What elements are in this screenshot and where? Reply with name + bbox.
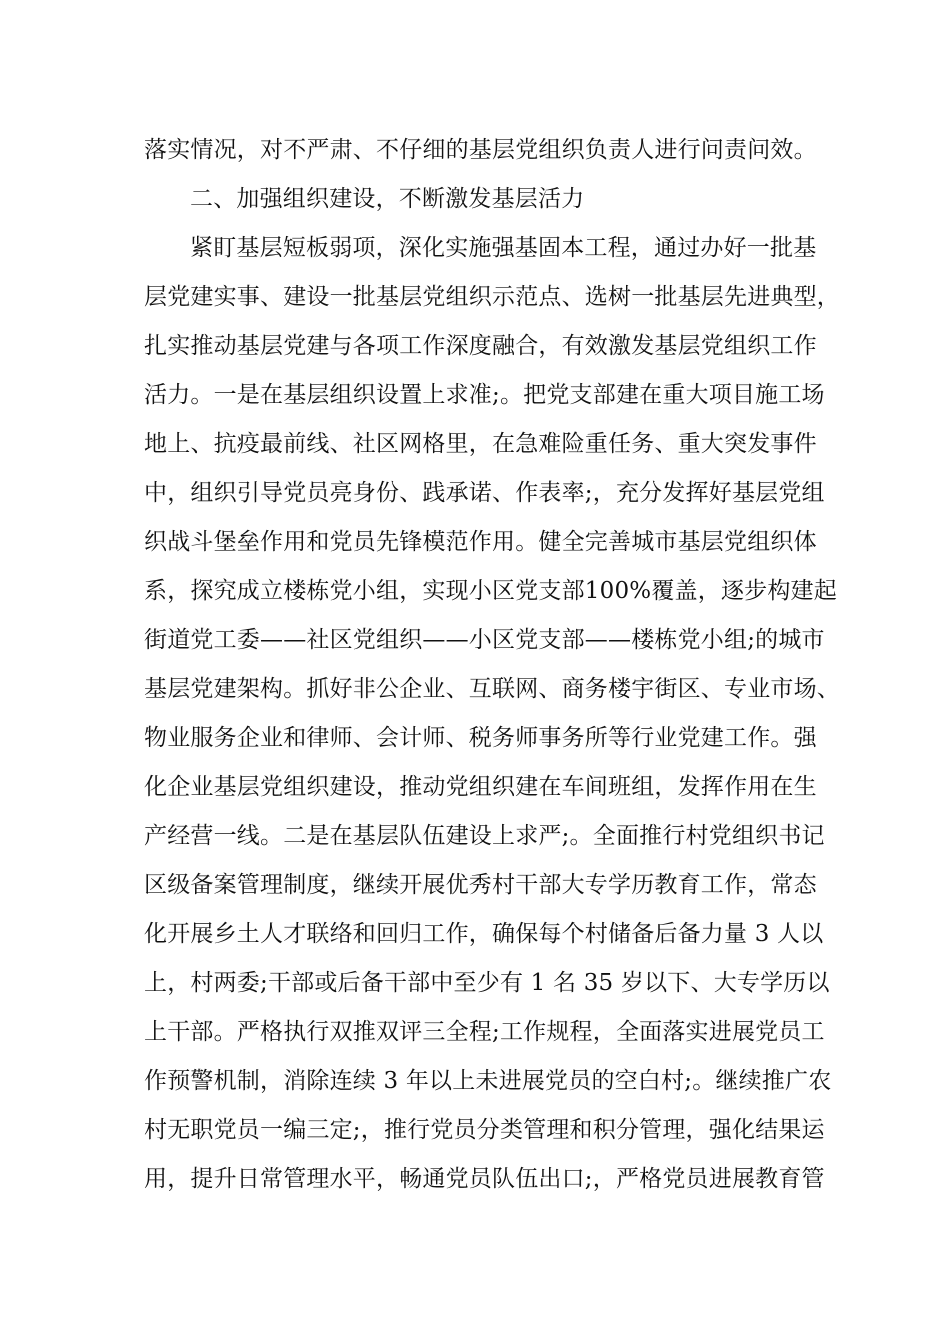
text-line: 扎实推动基层党建与各项工作深度融合，有效激发基层党组织工作 — [144, 333, 817, 359]
text-line: 上，村两委;干部或后备干部中至少有 1 名 35 岁以下、大专学历以 — [144, 970, 830, 996]
text-line: 中，组织引导党员亮身份、践承诺、作表率;，充分发挥好基层党组 — [144, 480, 825, 506]
text-line: 活力。一是在基层组织设置上求准;。把党支部建在重大项目施工场 — [144, 382, 825, 408]
text-line: 上干部。严格执行双推双评三全程;工作规程，全面落实进展党员工 — [144, 1019, 825, 1045]
text-line: 紧盯基层短板弱项，深化实施强基固本工程，通过办好一批基 — [190, 235, 817, 261]
section-heading: 二、加强组织建设，不断激发基层活力 — [190, 186, 585, 212]
text-line: 区级备案管理制度，继续开展优秀村干部大专学历教育工作，常态 — [144, 872, 817, 898]
text-line: 落实情况，对不严肃、不仔细的基层党组织负责人进行问责问效。 — [144, 137, 817, 163]
text-line: 织战斗堡垒作用和党员先锋模范作用。健全完善城市基层党组织体 — [144, 529, 817, 555]
text-line: 街道党工委——社区党组织——小区党支部——楼栋党小组;的城市 — [144, 627, 825, 653]
text-line: 地上、抗疫最前线、社区网格里，在急难险重任务、重大突发事件 — [144, 431, 817, 457]
text-line: 物业服务企业和律师、会计师、税务师事务所等行业党建工作。强 — [144, 725, 817, 751]
document-body — [144, 126, 840, 1204]
text-line: 用，提升日常管理水平，畅通党员队伍出口;，严格党员进展教育管 — [144, 1166, 825, 1192]
text-line: 村无职党员一编三定;，推行党员分类管理和积分管理，强化结果运 — [144, 1117, 825, 1143]
text-line: 作预警机制，消除连续 3 年以上未进展党员的空白村;。继续推广农 — [144, 1068, 832, 1094]
text-line: 系，探究成立楼栋党小组，实现小区党支部100%覆盖，逐步构建起 — [144, 578, 837, 604]
text-line: 化开展乡土人才联络和回归工作，确保每个村储备后备力量 3 人以 — [144, 921, 824, 947]
text-line: 产经营一线。二是在基层队伍建设上求严;。全面推行村党组织书记 — [144, 823, 825, 849]
text-line: 化企业基层党组织建设，推动党组织建在车间班组，发挥作用在生 — [144, 774, 817, 800]
text-line: 基层党建架构。抓好非公企业、互联网、商务楼宇街区、专业市场、 — [144, 676, 840, 702]
text-line: 层党建实事、建设一批基层党组织示范点、选树一批基层先进典型， — [144, 284, 840, 310]
